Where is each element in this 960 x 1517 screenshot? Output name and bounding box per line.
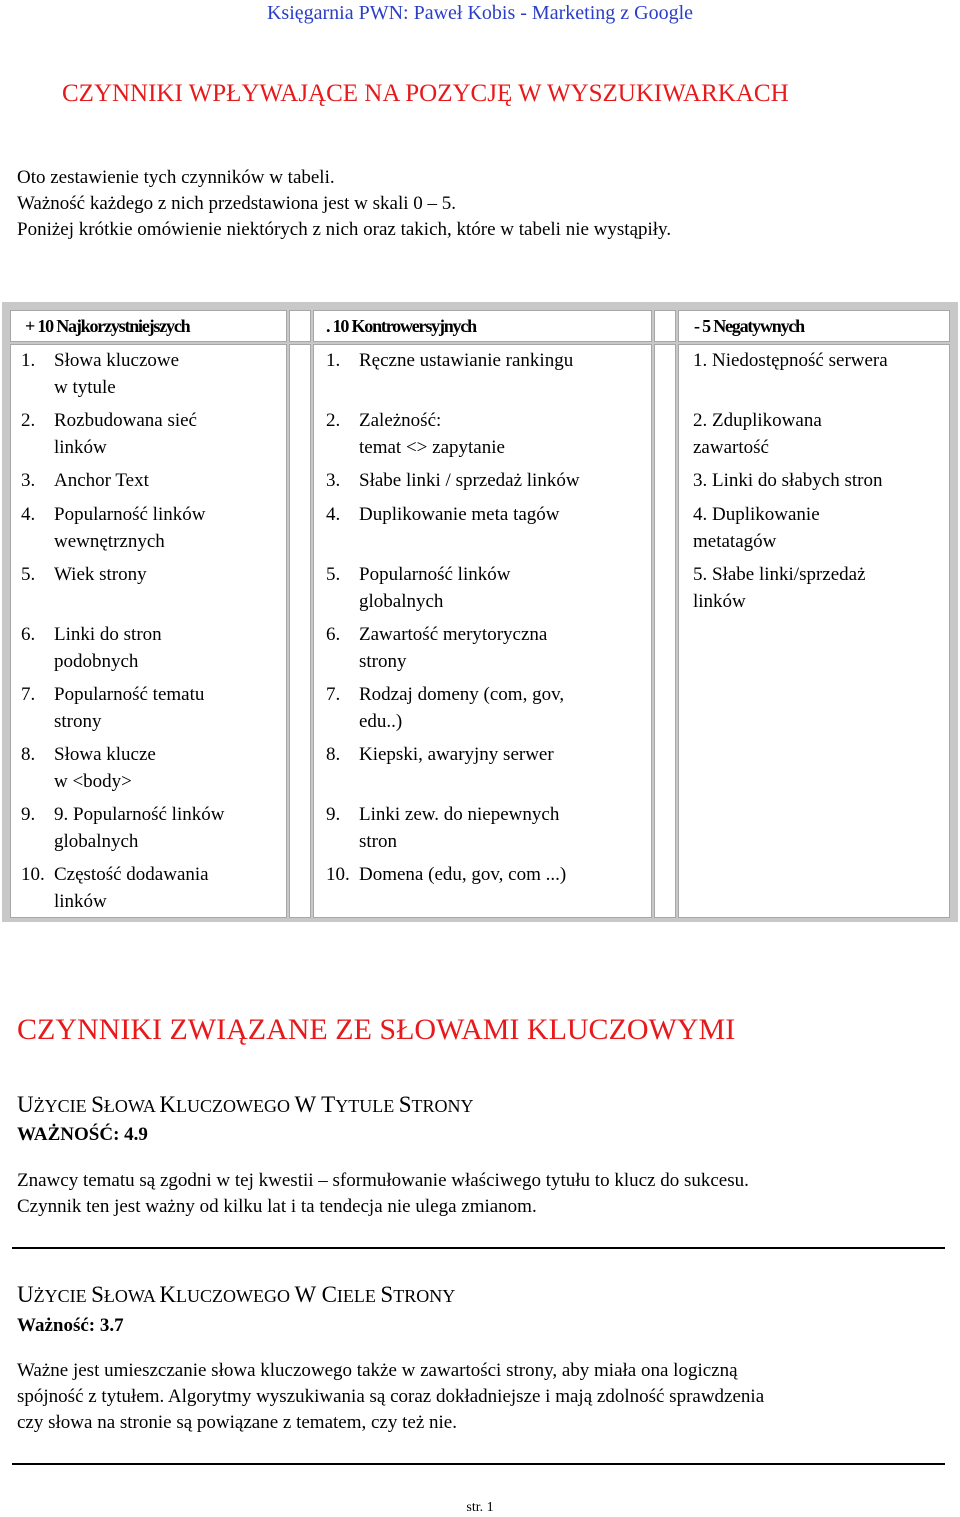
item-text: Domena (edu, gov, com ...)	[359, 864, 567, 885]
item-text: 1. Niedostępność serwera	[693, 350, 888, 371]
item-text: 2. Zduplikowana zawartość	[693, 410, 822, 458]
paragraph-2-line-1: Ważne jest umieszczanie słowa kluczowego także w zawartości strony, aby miała ona logiczną	[17, 1360, 738, 1381]
item-text: Wiek strony	[54, 564, 147, 585]
column-controversial	[313, 344, 652, 918]
item-text: 4. Duplikowanie metatagów	[693, 504, 820, 552]
header-negative: - 5 Negatywnych	[678, 310, 950, 342]
item-text: Słabe linki / sprzedaż linków	[359, 470, 580, 491]
item-number: 4.	[21, 504, 36, 525]
item-number: 8.	[326, 744, 341, 765]
item-number: 6.	[326, 624, 341, 645]
item-text: Zależność: temat <> zapytanie	[359, 410, 505, 458]
item-text: Anchor Text	[54, 470, 149, 491]
header-controversial: . 10 Kontrowersyjnych	[313, 310, 652, 342]
item-text: Słowa kluczowe w tytule	[54, 350, 180, 398]
header-separator	[654, 310, 676, 342]
divider	[12, 1463, 945, 1465]
item-text: Kiepski, awaryjny serwer	[359, 744, 554, 765]
paragraph-1-line-1: Znawcy tematu są zgodni w tej kwestii – sformułowanie właściwego tytułu to klucz do sukcesu.	[17, 1170, 749, 1191]
item-text: 3. Linki do słabych stron	[693, 470, 883, 491]
item-text: Zawartość merytoryczna strony	[359, 624, 548, 672]
item-number: 6.	[21, 624, 36, 645]
item-number: 5.	[326, 564, 341, 585]
item-text: Linki zew. do niepewnych stron	[359, 804, 560, 852]
item-number: 5.	[21, 564, 36, 585]
item-number: 8.	[21, 744, 36, 765]
paragraph-2-line-2: spójność z tytułem. Algorytmy wyszukiwania są coraz dokładniejsze i mają zdolność sprawdzenia	[17, 1386, 765, 1407]
importance-1: WAŻNOŚĆ: 4.9	[17, 1124, 148, 1145]
column-separator	[654, 344, 676, 918]
importance-2: Ważność: 3.7	[17, 1315, 124, 1336]
item-number: 10.	[21, 864, 45, 885]
item-text: Popularność linków globalnych	[359, 564, 511, 612]
item-text: Rozbudowana sieć linków	[54, 410, 197, 458]
page-header: Księgarnia PWN: Paweł Kobis - Marketing z Google	[266, 2, 693, 24]
subsection-title-2: UŻYCIE SŁOWA KLUCZOWEGO W CIELE STRONY	[17, 1282, 456, 1307]
item-number: 1.	[21, 350, 36, 371]
item-text: Popularność linków wewnętrznych	[54, 504, 206, 552]
item-number: 7.	[326, 684, 341, 705]
item-number: 2.	[326, 410, 341, 431]
item-text: Częstość dodawania linków	[54, 864, 209, 912]
intro-line-2: Ważność każdego z nich przedstawiona jest w skali 0 – 5.	[17, 193, 457, 214]
item-text: Ręczne ustawianie rankingu	[359, 350, 574, 371]
divider	[12, 1247, 945, 1249]
item-text: Linki do stron podobnych	[54, 624, 162, 672]
subsection-title-1: UŻYCIE SŁOWA KLUCZOWEGO W TYTULE STRONY	[17, 1092, 474, 1117]
item-number: 10.	[326, 864, 350, 885]
main-title: CZYNNIKI WPŁYWAJĄCE NA POZYCJĘ W WYSZUKIWARKACH	[62, 80, 789, 107]
item-number: 4.	[326, 504, 341, 525]
item-text: Rodzaj domeny (com, gov, edu..)	[359, 684, 565, 732]
intro-line-1: Oto zestawienie tych czynników w tabeli.	[17, 167, 335, 188]
item-text: Popularność tematu strony	[54, 684, 205, 732]
item-text: Duplikowanie meta tagów	[359, 504, 560, 525]
factors-table	[2, 302, 958, 922]
page-number: str. 1	[466, 1500, 494, 1515]
paragraph-1-line-2: Czynnik ten jest ważny od kilku lat i ta tendecja nie ulega zmianom.	[17, 1196, 537, 1217]
column-separator	[289, 344, 311, 918]
column-best	[10, 344, 287, 918]
item-text: 5. Słabe linki/sprzedaż linków	[693, 564, 866, 612]
paragraph-2-line-3: czy słowa na stronie są powiązane z tematem, czy też nie.	[17, 1412, 457, 1433]
item-number: 2.	[21, 410, 36, 431]
item-number: 9.	[21, 804, 36, 825]
item-number: 1.	[326, 350, 341, 371]
intro-line-3: Poniżej krótkie omówienie niektórych z nich oraz takich, które w tabeli nie wystąpiły.	[17, 219, 672, 240]
header-separator	[289, 310, 311, 342]
section-title: CZYNNIKI ZWIĄZANE ZE SŁOWAMI KLUCZOWYMI	[17, 1013, 736, 1046]
item-number: 3.	[326, 470, 341, 491]
column-negative	[678, 344, 950, 918]
item-number: 9.	[326, 804, 341, 825]
item-text: 9. Popularność linków globalnych	[54, 804, 225, 852]
item-number: 3.	[21, 470, 36, 491]
item-number: 7.	[21, 684, 36, 705]
item-text: Słowa klucze w <body>	[54, 744, 156, 792]
header-best: + 10 Najkorzystniejszych	[10, 310, 287, 342]
